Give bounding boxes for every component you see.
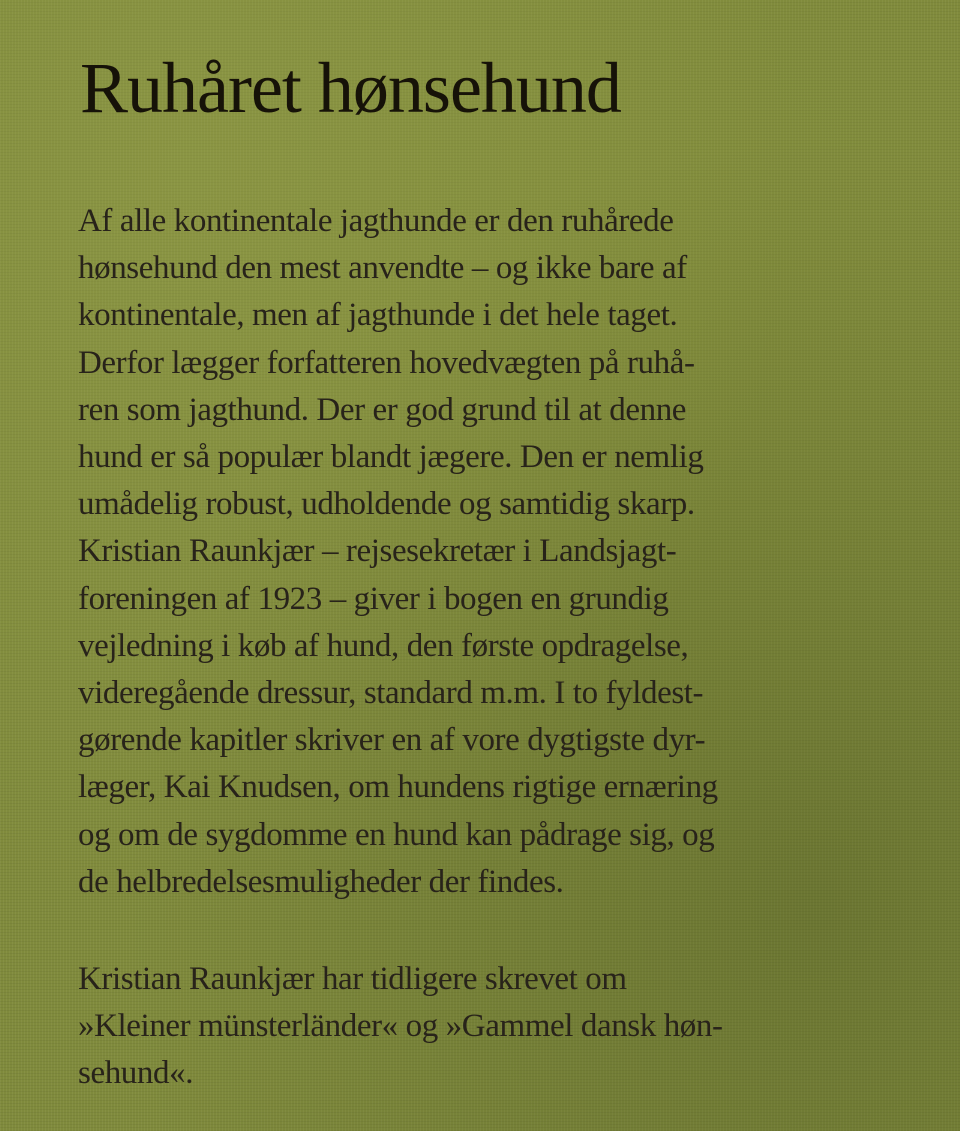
text-line: foreningen af 1923 – giver i bogen en grundig bbox=[78, 580, 669, 617]
text-line: videregående dressur, standard m.m. I to fyldest- bbox=[78, 675, 704, 712]
text-line: »Kleiner münsterländer« og »Gammel dansk høn- bbox=[78, 1008, 723, 1045]
blurb-text bbox=[78, 198, 908, 1098]
text-line: hønsehund den mest anvendte – og ikke bare af bbox=[78, 250, 687, 287]
text-line: ren som jagthund. Der er god grund til at denne bbox=[78, 391, 687, 428]
text-line: de helbredelsesmuligheder der findes. bbox=[78, 863, 564, 900]
text-line: hund er så populær blandt jægere. Den er nemlig bbox=[78, 439, 704, 476]
text-line: Kristian Raunkjær har tidligere skrevet om bbox=[78, 961, 627, 998]
text-line: umådelig robust, udholdende og samtidig skarp. bbox=[78, 486, 695, 523]
text-line: sehund«. bbox=[78, 1055, 194, 1092]
blurb-paragraph-1 bbox=[78, 198, 908, 906]
text-line: vejledning i køb af hund, den første opdragelse, bbox=[78, 627, 689, 664]
blurb-paragraph-2 bbox=[78, 956, 908, 1098]
text-line: Kristian Raunkjær – rejsesekretær i Landsjagt- bbox=[78, 533, 677, 570]
text-line: kontinentale, men af jagthunde i det hele taget. bbox=[78, 297, 678, 334]
text-line: læger, Kai Knudsen, om hundens rigtige ernæring bbox=[78, 769, 718, 806]
text-line: gørende kapitler skriver en af vore dygtigste dyr- bbox=[78, 722, 706, 759]
text-line: Af alle kontinentale jagthunde er den ruhårede bbox=[78, 203, 674, 239]
book-title: Ruhåret hønsehund bbox=[80, 48, 621, 128]
text-line: og om de sygdomme en hund kan pådrage sig, og bbox=[78, 816, 715, 853]
text-line: Derfor lægger forfatteren hovedvægten på ruhå- bbox=[78, 344, 695, 381]
